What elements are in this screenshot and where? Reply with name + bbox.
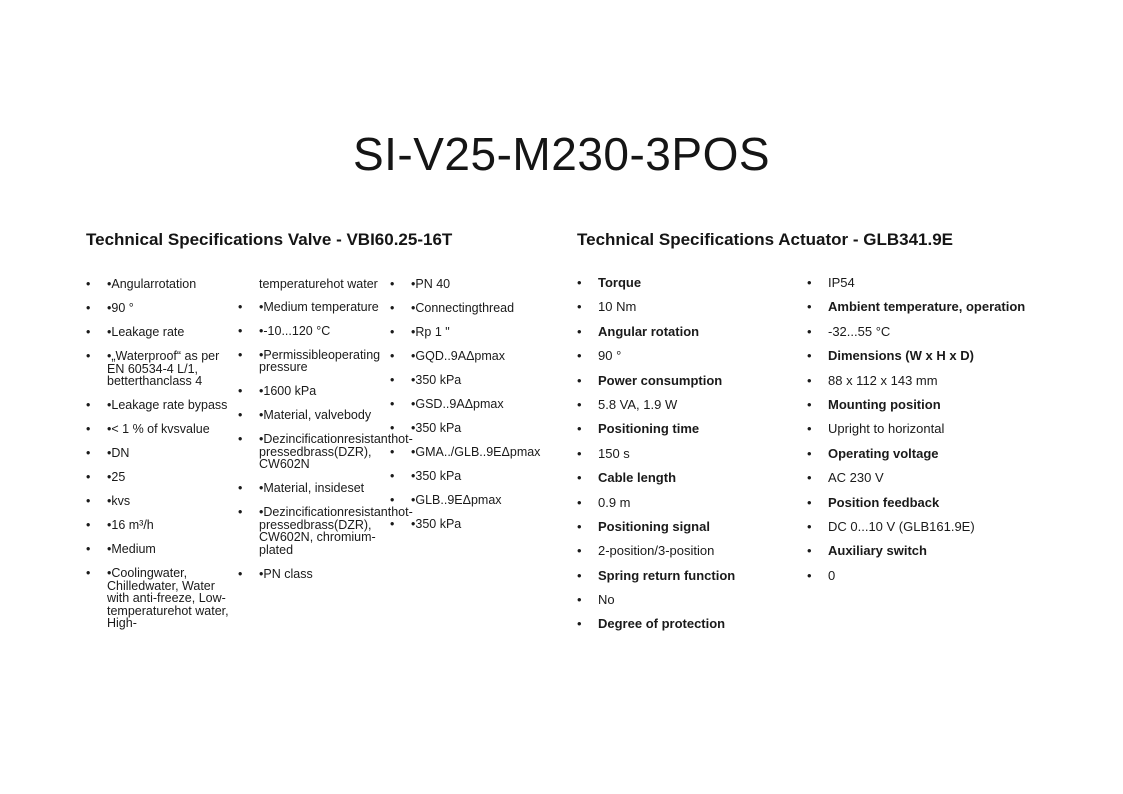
spec-text: •90 ° [107,301,134,315]
valve-spec-item [390,446,545,459]
bullet-icon: • [577,592,582,608]
bullet-icon: • [86,470,91,484]
actuator-spec-item [577,471,797,484]
actuator-spec-item [807,422,1047,435]
bullet-icon: • [577,567,582,583]
spec-text: Mounting position [828,396,941,412]
spec-text: •350 kPa [411,373,462,387]
bullet-icon: • [807,299,812,315]
valve-specs-column-1 [86,278,238,641]
valve-spec-item [390,518,545,531]
bullet-icon: • [577,518,582,534]
bullet-icon: • [807,445,812,461]
valve-spec-item [390,422,545,435]
spec-text: •Leakage rate bypass [107,398,228,412]
valve-spec-item [390,398,545,411]
valve-spec-item [390,302,545,315]
spec-text: Spring return function [598,567,736,583]
spec-text: •„Waterproof“ as per EN 60534-4 L/1, betterthanclass 4 [107,349,220,388]
bullet-icon: • [86,446,91,460]
bullet-icon: • [390,373,395,387]
bullet-icon: • [390,325,395,339]
spec-text: •350 kPa [411,517,462,531]
spec-text: •PN class [259,566,313,581]
spec-text: •DN [107,446,130,460]
bullet-icon: • [807,348,812,364]
actuator-spec-item [807,325,1047,338]
spec-text: 2-position/3-position [598,543,715,559]
spec-text: •GQD..9AΔpmax [411,349,506,363]
spec-text: Angular rotation [598,323,700,339]
bullet-icon: • [86,542,91,556]
valve-spec-item [238,505,413,557]
bullet-icon: • [807,275,812,290]
bullet-icon: • [390,397,395,411]
bullet-icon: • [807,470,812,486]
valve-spec-item [86,567,238,630]
spec-text: •GMA../GLB..9EΔpmax [411,445,541,459]
spec-text: 5.8 VA, 1.9 W [598,396,678,412]
spec-text: •-10...120 °C [259,323,331,338]
spec-text: IP54 [828,275,855,290]
valve-spec-item [390,470,545,483]
spec-text: Degree of protection [598,616,726,632]
bullet-icon: • [238,408,243,422]
valve-spec-continuation: temperaturehot water [259,277,378,291]
bullet-icon: • [577,372,582,388]
bullet-icon: • [238,432,243,446]
actuator-spec-item [577,422,797,435]
actuator-spec-item [577,617,797,630]
actuator-spec-item [807,520,1047,533]
spec-text: •Angularrotation [107,277,197,291]
valve-spec-item [238,409,390,422]
spec-text: •25 [107,470,126,484]
bullet-icon: • [86,277,91,291]
bullet-icon: • [807,567,812,583]
actuator-spec-item [577,569,797,582]
actuator-spec-item [807,398,1047,411]
valve-spec-item [238,432,413,471]
spec-text: •Dezincificationresistanthot-pressedbrass(DZR), CW602N, chromium-plated [259,505,413,557]
bullet-icon: • [86,494,91,508]
valve-spec-item [86,399,238,412]
spec-text: •Coolingwater, Chilledwater, Water with anti-freeze, Low-temperaturehot water, High- [107,566,229,630]
bullet-icon: • [577,445,582,461]
spec-text: Dimensions (W x H x D) [828,348,974,364]
bullet-icon: • [577,299,582,315]
valve-spec-item [86,326,238,339]
bullet-icon: • [238,505,243,519]
actuator-spec-item [807,300,1047,313]
bullet-icon: • [86,566,91,580]
bullet-icon: • [807,543,812,559]
valve-spec-item [86,519,238,532]
spec-text: •Material, insideset [259,481,365,495]
valve-specs-column-2 [238,277,413,592]
valve-spec-item [390,350,545,363]
spec-text: •PN 40 [411,277,451,291]
spec-text: AC 230 V [828,470,884,486]
bullet-icon: • [807,372,812,388]
spec-text: 88 x 112 x 143 mm [828,372,938,388]
spec-text: •350 kPa [411,469,462,483]
bullet-icon: • [807,396,812,412]
spec-text: •Permissibleoperating pressure [259,347,381,374]
actuator-spec-item [807,374,1047,387]
valve-spec-item [238,385,390,398]
bullet-icon: • [86,518,91,532]
bullet-icon: • [86,422,91,436]
actuator-spec-item [807,569,1047,582]
spec-text: 10 Nm [598,299,637,315]
actuator-spec-item [807,447,1047,460]
actuator-spec-item [807,471,1047,484]
spec-text: 0.9 m [598,494,631,510]
bullet-icon: • [807,323,812,339]
spec-text: 90 ° [598,348,622,364]
bullet-icon: • [86,349,91,363]
bullet-icon: • [390,301,395,315]
valve-spec-item [390,374,545,387]
actuator-spec-item [577,325,797,338]
bullet-icon: • [577,323,582,339]
actuator-spec-item [577,349,797,362]
actuator-spec-item [577,398,797,411]
valve-specs-heading: Technical Specifications Valve - VBI60.25-16T [86,230,453,249]
bullet-icon: • [390,349,395,363]
spec-text: •kvs [107,494,131,508]
bullet-icon: • [577,421,582,437]
actuator-specs-column-1 [577,276,797,642]
spec-text: No [598,592,615,608]
spec-text: •Rp 1 " [411,325,450,339]
valve-spec-item [238,325,390,338]
actuator-spec-item [807,276,1047,289]
actuator-spec-item [807,349,1047,362]
valve-spec-item [86,302,238,315]
valve-spec-item [238,482,390,495]
actuator-spec-item [577,374,797,387]
bullet-icon: • [86,301,91,315]
spec-text: •Connectingthread [411,301,515,315]
bullet-icon: • [807,494,812,510]
spec-text: Power consumption [598,372,723,388]
spec-text: •Leakage rate [107,325,185,339]
bullet-icon: • [577,396,582,412]
bullet-icon: • [86,325,91,339]
spec-text: •Material, valvebody [259,408,372,422]
spec-text: •Medium temperature [259,299,379,314]
valve-spec-item [86,543,238,556]
bullet-icon: • [577,348,582,364]
valve-specs-column-3 [390,278,545,542]
spec-text: •< 1 % of kvsvalue [107,422,210,436]
bullet-icon: • [577,494,582,510]
actuator-spec-item [577,593,797,606]
bullet-icon: • [577,275,582,290]
spec-text: •Medium [107,542,156,556]
bullet-icon: • [390,445,395,459]
bullet-icon: • [86,398,91,412]
bullet-icon: • [238,347,243,362]
bullet-icon: • [577,470,582,486]
actuator-spec-item [577,544,797,557]
valve-spec-item [238,301,390,314]
bullet-icon: • [390,469,395,483]
spec-text: 0 [828,567,836,583]
spec-text: •Dezincificationresistanthot-pressedbrass(DZR), CW602N [259,432,413,471]
spec-text: Torque [598,275,642,290]
valve-spec-item [86,350,238,388]
actuator-spec-item [577,520,797,533]
actuator-spec-item [577,276,797,289]
bullet-icon: • [577,616,582,632]
valve-spec-item [390,494,545,507]
bullet-icon: • [390,277,395,291]
bullet-icon: • [577,543,582,559]
actuator-specs-heading: Technical Specifications Actuator - GLB341.9E [577,230,953,249]
spec-text: Ambient temperature, operation [828,299,1026,315]
spec-text: Positioning signal [598,518,710,534]
spec-text: Auxiliary switch [828,543,927,559]
spec-text: Operating voltage [828,445,939,461]
actuator-spec-item [577,447,797,460]
spec-text: Upright to horizontal [828,421,945,437]
valve-spec-item [390,326,545,339]
valve-spec-item [390,278,545,291]
bullet-icon: • [390,517,395,531]
spec-text: Position feedback [828,494,940,510]
bullet-icon: • [238,566,243,581]
bullet-icon: • [238,299,243,314]
valve-spec-item [86,495,238,508]
valve-spec-item [238,349,390,374]
spec-text: •1600 kPa [259,384,317,398]
bullet-icon: • [807,421,812,437]
actuator-spec-item [807,544,1047,557]
spec-text: •GSD..9AΔpmax [411,397,504,411]
spec-text: Positioning time [598,421,700,437]
bullet-icon: • [238,384,243,398]
bullet-icon: • [390,493,395,507]
actuator-specs-column-2 [807,276,1047,593]
bullet-icon: • [238,481,243,495]
page-title: SI-V25-M230-3POS [352,128,771,180]
valve-spec-item [86,423,238,436]
valve-spec-item [86,471,238,484]
actuator-spec-item [577,300,797,313]
valve-spec-item [86,447,238,460]
spec-text: Cable length [598,470,677,486]
bullet-icon: • [238,323,243,338]
bullet-icon: • [390,421,395,435]
spec-text: •350 kPa [411,421,462,435]
spec-text: 150 s [598,445,630,461]
valve-spec-item [86,278,238,291]
spec-text: -32...55 °C [828,323,891,339]
spec-text: DC 0...10 V (GLB161.9E) [828,518,975,534]
actuator-spec-item [577,496,797,509]
bullet-icon: • [807,518,812,534]
actuator-spec-item [807,496,1047,509]
valve-spec-item [238,568,390,581]
spec-text: •16 m³/h [107,518,154,532]
spec-text: •GLB..9EΔpmax [411,493,502,507]
